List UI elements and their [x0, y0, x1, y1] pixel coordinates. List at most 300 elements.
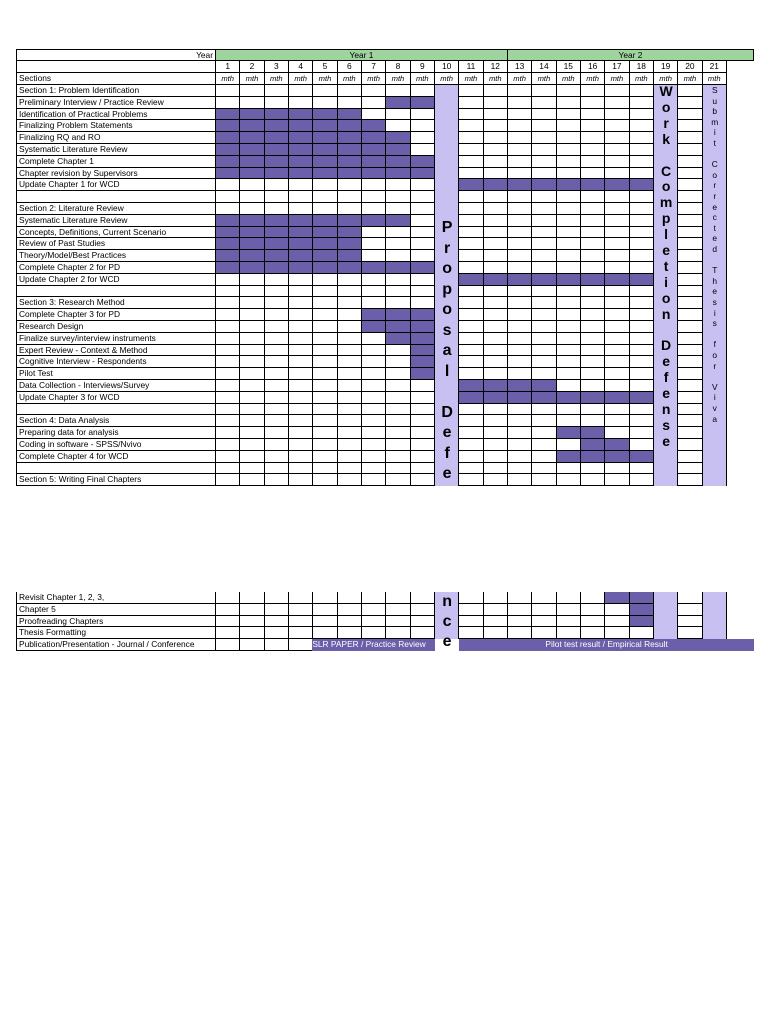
- gantt-cell: [459, 286, 483, 298]
- gantt-cell: [240, 356, 264, 368]
- gantt-cell: [557, 120, 581, 132]
- gantt-cell: [678, 85, 702, 97]
- gantt-cell: [216, 427, 240, 439]
- gantt-cell: [557, 592, 581, 604]
- gantt-bar-cell: [289, 144, 313, 156]
- gantt-cell: [484, 191, 508, 203]
- gantt-cell: [313, 463, 337, 475]
- gantt-cell: [265, 368, 289, 380]
- submit-thesis-letter: C: [711, 159, 718, 170]
- gantt-cell: [532, 250, 556, 262]
- gantt-cell: [289, 297, 313, 309]
- gantt-cell: [362, 451, 386, 463]
- gantt-bar-cell: [240, 156, 264, 168]
- gantt-cell: [313, 604, 337, 616]
- submit-thesis-letter: r: [713, 191, 717, 201]
- gantt-bar-cell: [362, 156, 386, 168]
- gantt-cell: [338, 451, 362, 463]
- gantt-cell: [386, 238, 410, 250]
- gantt-cell: [216, 627, 240, 639]
- gantt-bar-cell: [240, 262, 264, 274]
- month-unit: mth: [703, 73, 727, 85]
- gantt-cell: [630, 356, 654, 368]
- gantt-bar-cell: [557, 179, 581, 191]
- gantt-cell: [532, 474, 556, 486]
- gantt-cell: [313, 451, 337, 463]
- gantt-cell: [313, 592, 337, 604]
- gantt-cell: [289, 616, 313, 628]
- gantt-cell: [216, 451, 240, 463]
- gantt-cell: [338, 427, 362, 439]
- gantt-cell: [459, 215, 483, 227]
- gantt-cell: [484, 309, 508, 321]
- gantt-bar-cell: [630, 592, 654, 604]
- gantt-cell: [532, 427, 556, 439]
- submit-thesis-letter: t: [713, 222, 716, 233]
- gantt-cell: [362, 474, 386, 486]
- gantt-cell: [508, 85, 532, 97]
- gantt-cell: [216, 616, 240, 628]
- gantt-cell: [605, 474, 629, 486]
- gantt-cell: [581, 215, 605, 227]
- row-label: Preparing data for analysis: [16, 427, 216, 439]
- gantt-cell: [508, 120, 532, 132]
- gantt-bar-cell: [265, 144, 289, 156]
- gantt-cell: [240, 345, 264, 357]
- gantt-cell: [338, 274, 362, 286]
- gantt-bar-cell: [265, 109, 289, 121]
- month-number: 19: [654, 61, 678, 73]
- proposal-defence-letter: P: [441, 219, 453, 236]
- gantt-cell: [605, 227, 629, 239]
- row-label: Chapter 5: [16, 604, 216, 616]
- gantt-cell: [240, 639, 264, 651]
- gantt-bar-cell: [484, 274, 508, 286]
- gantt-cell: [411, 132, 435, 144]
- gantt-cell: [678, 427, 702, 439]
- gantt-bar-cell: [240, 227, 264, 239]
- gantt-cell: [265, 333, 289, 345]
- gantt-cell: [605, 404, 629, 416]
- gantt-cell: [605, 333, 629, 345]
- gantt-cell: [313, 345, 337, 357]
- gantt-bar-cell: [240, 144, 264, 156]
- gantt-cell: [459, 616, 483, 628]
- gantt-cell: [678, 356, 702, 368]
- gantt-cell: [265, 179, 289, 191]
- gantt-cell: [557, 345, 581, 357]
- gantt-bar-cell: [338, 250, 362, 262]
- gantt-bar-cell: [630, 616, 654, 628]
- gantt-bar-cell: [289, 120, 313, 132]
- gantt-bar-cell: [313, 156, 337, 168]
- submit-thesis-letter: s: [712, 297, 717, 307]
- gantt-cell: [508, 168, 532, 180]
- gantt-bar-cell: [313, 132, 337, 144]
- gantt-cell: [508, 368, 532, 380]
- gantt-cell: [678, 250, 702, 262]
- gantt-cell: [484, 85, 508, 97]
- gantt-cell: [265, 191, 289, 203]
- row-label: Complete Chapter 2 for PD: [16, 262, 216, 274]
- gantt-bar-cell: [265, 215, 289, 227]
- gantt-cell: [532, 415, 556, 427]
- month-unit: mth: [240, 73, 264, 85]
- gantt-cell: [605, 85, 629, 97]
- gantt-cell: [265, 309, 289, 321]
- gantt-bar-cell: [240, 168, 264, 180]
- gantt-cell: [459, 404, 483, 416]
- gantt-cell: [678, 238, 702, 250]
- gantt-cell: [265, 321, 289, 333]
- gantt-cell: [313, 333, 337, 345]
- gantt-cell: [362, 85, 386, 97]
- gantt-cell: [459, 345, 483, 357]
- month-number: 18: [630, 61, 654, 73]
- gantt-cell: [362, 439, 386, 451]
- month-unit: mth: [581, 73, 605, 85]
- gantt-cell: [532, 286, 556, 298]
- gantt-bar-cell: [605, 392, 629, 404]
- gantt-cell: [532, 592, 556, 604]
- gantt-cell: [216, 474, 240, 486]
- gantt-cell: [362, 356, 386, 368]
- gantt-bar-cell: [338, 132, 362, 144]
- month-number: 2: [240, 61, 264, 73]
- row-label: Complete Chapter 1: [16, 156, 216, 168]
- proposal-defence-letter: p: [442, 280, 453, 298]
- gantt-cell: [265, 592, 289, 604]
- row-label: Identification of Practical Problems: [16, 109, 216, 121]
- gantt-cell: [240, 203, 264, 215]
- gantt-bar-cell: [630, 274, 654, 286]
- row-label: Concepts, Definitions, Current Scenario: [16, 227, 216, 239]
- gantt-bar-cell: [630, 392, 654, 404]
- gantt-bar-cell: [411, 97, 435, 109]
- submit-thesis-letter: u: [712, 95, 718, 106]
- gantt-cell: [581, 368, 605, 380]
- gantt-cell: [581, 309, 605, 321]
- gantt-cell: [289, 451, 313, 463]
- gantt-bar-cell: [216, 156, 240, 168]
- gantt-cell: [216, 404, 240, 416]
- gantt-cell: [605, 321, 629, 333]
- month-unit: mth: [338, 73, 362, 85]
- gantt-bar-cell: [411, 321, 435, 333]
- gantt-cell: [240, 592, 264, 604]
- gantt-cell: [630, 109, 654, 121]
- gantt-cell: [459, 109, 483, 121]
- gantt-cell: [313, 179, 337, 191]
- gantt-cell: [386, 415, 410, 427]
- gantt-cell: [605, 156, 629, 168]
- gantt-cell: [532, 616, 556, 628]
- gantt-cell: [216, 368, 240, 380]
- gantt-cell: [459, 474, 483, 486]
- gantt-cell: [557, 439, 581, 451]
- month-unit: mth: [654, 73, 678, 85]
- gantt-cell: [678, 191, 702, 203]
- gantt-cell: [240, 97, 264, 109]
- gantt-cell: [508, 286, 532, 298]
- row-label: Preliminary Interview / Practice Review: [16, 97, 216, 109]
- gantt-cell: [362, 392, 386, 404]
- gantt-cell: [678, 333, 702, 345]
- month-unit: mth: [630, 73, 654, 85]
- gantt-cell: [313, 286, 337, 298]
- work-completion-letter: e: [662, 432, 670, 449]
- gantt-cell: [313, 274, 337, 286]
- gantt-cell: [508, 415, 532, 427]
- gantt-cell: [386, 345, 410, 357]
- gantt-cell: [484, 203, 508, 215]
- gantt-cell: [557, 97, 581, 109]
- gantt-cell: [289, 97, 313, 109]
- gantt-cell: [411, 604, 435, 616]
- gantt-cell: [289, 474, 313, 486]
- gantt-cell: [557, 404, 581, 416]
- gantt-bar-cell: [459, 380, 483, 392]
- gantt-bar-cell: [557, 427, 581, 439]
- gantt-cell: [313, 616, 337, 628]
- gantt-bar-cell: [557, 392, 581, 404]
- gantt-cell: [459, 238, 483, 250]
- gantt-cell: [630, 474, 654, 486]
- work-completion-letter: i: [664, 273, 669, 290]
- gantt-cell: [362, 191, 386, 203]
- gantt-cell: [216, 321, 240, 333]
- gantt-cell: [362, 333, 386, 345]
- gantt-cell: [338, 345, 362, 357]
- submit-thesis-letter: d: [712, 244, 718, 254]
- gantt-cell: [581, 592, 605, 604]
- gantt-cell: [484, 97, 508, 109]
- gantt-cell: [386, 592, 410, 604]
- gantt-cell: [508, 262, 532, 274]
- gantt-cell: [338, 415, 362, 427]
- gantt-cell: [532, 368, 556, 380]
- row-label: Section 2: Literature Review: [16, 203, 216, 215]
- gantt-cell: [484, 616, 508, 628]
- gantt-cell: [459, 356, 483, 368]
- gantt-cell: [484, 132, 508, 144]
- gantt-cell: [338, 604, 362, 616]
- gantt-bar-cell: [532, 380, 556, 392]
- work-completion-letter: e: [662, 242, 670, 258]
- row-label: Research Design: [16, 321, 216, 333]
- gantt-cell: [532, 144, 556, 156]
- month-number: 3: [265, 61, 289, 73]
- gantt-cell: [484, 439, 508, 451]
- gantt-cell: [532, 168, 556, 180]
- gantt-cell: [313, 203, 337, 215]
- gantt-cell: [411, 463, 435, 475]
- gantt-cell: [605, 380, 629, 392]
- proposal-defence-letter: r: [444, 239, 451, 257]
- gantt-cell: [289, 627, 313, 639]
- gantt-cell: [557, 144, 581, 156]
- gantt-bar-cell: [581, 451, 605, 463]
- gantt-cell: [532, 215, 556, 227]
- gantt-bar-cell: [411, 345, 435, 357]
- proposal-defence-letter: s: [442, 321, 452, 339]
- month-number: 7: [362, 61, 386, 73]
- gantt-cell: [484, 604, 508, 616]
- submit-thesis-letter: m: [711, 116, 719, 127]
- gantt-cell: [216, 439, 240, 451]
- gantt-bar-cell: [216, 144, 240, 156]
- submit-thesis-letter: i: [713, 127, 716, 138]
- gantt-cell: [459, 604, 483, 616]
- submit-thesis-letter: e: [712, 286, 718, 297]
- gantt-cell: [484, 286, 508, 298]
- gantt-cell: [313, 415, 337, 427]
- gantt-cell: [508, 427, 532, 439]
- submit-thesis-letter: c: [712, 212, 717, 223]
- gantt-cell: [508, 109, 532, 121]
- gantt-cell: [678, 616, 702, 628]
- gantt-cell: [557, 627, 581, 639]
- gantt-cell: [557, 474, 581, 486]
- gantt-bar-cell: [240, 109, 264, 121]
- gantt-cell: [581, 345, 605, 357]
- month-number: 11: [459, 61, 483, 73]
- gantt-cell: [484, 415, 508, 427]
- gantt-cell: [386, 297, 410, 309]
- gantt-cell: [678, 404, 702, 416]
- gantt-cell: [240, 404, 264, 416]
- gantt-bar-cell: [338, 120, 362, 132]
- work-completion-letter: o: [661, 178, 671, 195]
- gantt-cell: [459, 415, 483, 427]
- gantt-cell: [484, 215, 508, 227]
- gantt-cell: [678, 262, 702, 274]
- gantt-cell: [265, 616, 289, 628]
- gantt-cell: [605, 627, 629, 639]
- gantt-cell: [605, 356, 629, 368]
- gantt-bar-cell: [459, 392, 483, 404]
- gantt-bar-cell: [289, 109, 313, 121]
- gantt-bar-cell: [289, 168, 313, 180]
- gantt-cell: [338, 85, 362, 97]
- gantt-cell: [313, 474, 337, 486]
- row-label: Update Chapter 2 for WCD: [16, 274, 216, 286]
- gantt-cell: [532, 439, 556, 451]
- gantt-cell: [508, 309, 532, 321]
- gantt-cell: [630, 333, 654, 345]
- gantt-bar-cell: [605, 592, 629, 604]
- gantt-cell: [581, 333, 605, 345]
- gantt-cell: [484, 321, 508, 333]
- gantt-cell: [630, 463, 654, 475]
- gantt-cell: [265, 474, 289, 486]
- gantt-bar-cell: [289, 132, 313, 144]
- gantt-cell: [484, 227, 508, 239]
- gantt-cell: [265, 274, 289, 286]
- gantt-cell: [605, 427, 629, 439]
- gantt-cell: [508, 439, 532, 451]
- month-unit: mth: [605, 73, 629, 85]
- gantt-cell: [605, 250, 629, 262]
- gantt-cell: [532, 85, 556, 97]
- gantt-cell: [240, 380, 264, 392]
- work-completion-letter: m: [659, 194, 673, 211]
- gantt-cell: [289, 286, 313, 298]
- gantt-cell: [581, 463, 605, 475]
- gantt-cell: [484, 238, 508, 250]
- gantt-cell: [678, 451, 702, 463]
- gantt-cell: [508, 451, 532, 463]
- gantt-cell: [289, 356, 313, 368]
- gantt-cell: [265, 286, 289, 298]
- gantt-bar-cell: [313, 227, 337, 239]
- gantt-cell: [605, 120, 629, 132]
- gantt-cell: [678, 203, 702, 215]
- proposal-defence-letter: e: [442, 633, 452, 650]
- gantt-bar-cell: [508, 380, 532, 392]
- gantt-cell: [386, 191, 410, 203]
- submit-thesis-letter: a: [712, 413, 718, 424]
- row-label: Systematic Literature Review: [16, 144, 216, 156]
- gantt-cell: [678, 132, 702, 144]
- gantt-cell: [605, 604, 629, 616]
- submit-thesis-letter: i: [713, 307, 716, 318]
- work-completion-letter: e: [662, 353, 670, 370]
- gantt-cell: [386, 463, 410, 475]
- gantt-cell: [581, 109, 605, 121]
- month-unit: mth: [484, 73, 508, 85]
- row-label: Theory/Model/Best Practices: [16, 250, 216, 262]
- month-number: 13: [508, 61, 532, 73]
- gantt-cell: [630, 144, 654, 156]
- gantt-cell: [362, 274, 386, 286]
- gantt-cell: [362, 238, 386, 250]
- gantt-bar-cell: [459, 274, 483, 286]
- gantt-cell: [557, 604, 581, 616]
- gantt-bar-cell: [508, 274, 532, 286]
- gantt-cell: [532, 120, 556, 132]
- gantt-cell: [484, 262, 508, 274]
- gantt-cell: [581, 616, 605, 628]
- gantt-cell: [605, 297, 629, 309]
- work-completion-letter: n: [661, 401, 671, 417]
- gantt-cell: [630, 297, 654, 309]
- gantt-cell: [216, 191, 240, 203]
- row-label: Update Chapter 3 for WCD: [16, 392, 216, 404]
- gantt-cell: [581, 168, 605, 180]
- proposal-defence-letter: c: [442, 613, 452, 630]
- gantt-cell: [459, 97, 483, 109]
- gantt-cell: [532, 97, 556, 109]
- gantt-cell: [678, 627, 702, 639]
- gantt-cell: [630, 286, 654, 298]
- gantt-cell: [338, 592, 362, 604]
- gantt-cell: [338, 333, 362, 345]
- gantt-cell: [508, 238, 532, 250]
- gantt-cell: [362, 604, 386, 616]
- row-label: Coding in software - SPSS/Nvivo: [16, 439, 216, 451]
- gantt-cell: [362, 97, 386, 109]
- gantt-cell: [289, 639, 313, 651]
- gantt-bar-cell: [532, 179, 556, 191]
- gantt-cell: [459, 627, 483, 639]
- gantt-cell: [240, 451, 264, 463]
- gantt-cell: [581, 120, 605, 132]
- gantt-bar-cell: [338, 215, 362, 227]
- gantt-cell: [630, 120, 654, 132]
- gantt-cell: [386, 368, 410, 380]
- gantt-cell: [630, 85, 654, 97]
